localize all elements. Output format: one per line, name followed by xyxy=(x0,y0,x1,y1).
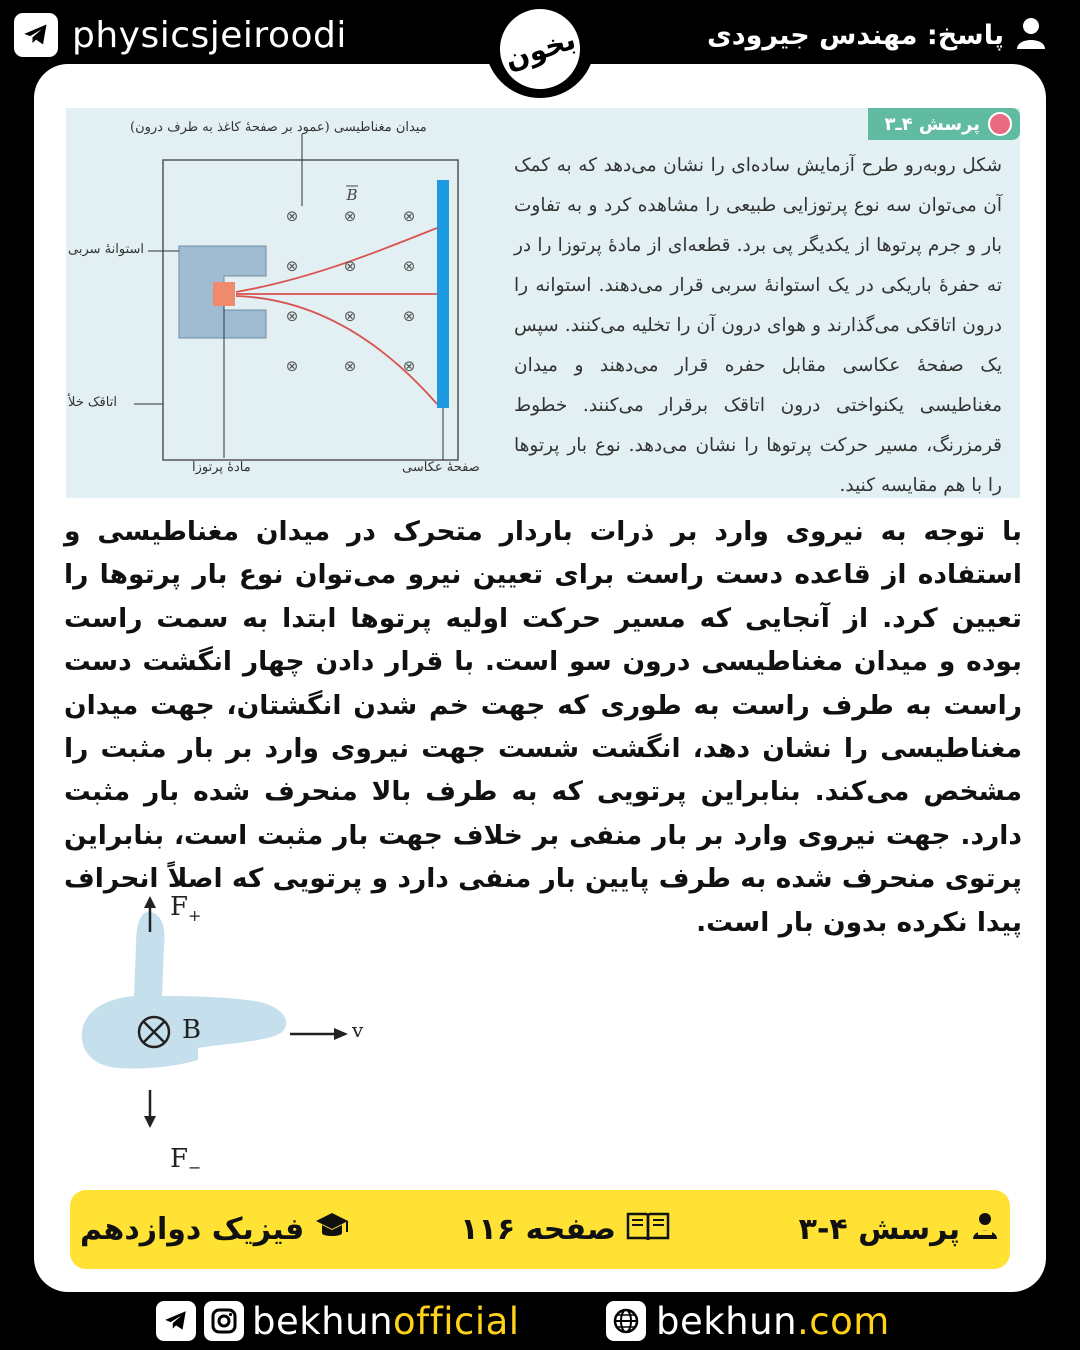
field-symbol: ⊗ xyxy=(343,257,357,275)
hand-shape xyxy=(82,912,286,1069)
field-symbol: ⊗ xyxy=(343,357,357,375)
handle-text: physicsjeiroodi xyxy=(72,14,347,56)
info-bar xyxy=(70,1190,1010,1269)
content-card xyxy=(34,64,1046,1292)
field-label: میدان مغناطیسی (عمود بر صفحهٔ کاغذ به طرف درون) xyxy=(130,120,427,135)
logo-text: بخون xyxy=(490,0,591,99)
telegram-icon xyxy=(156,1301,196,1341)
source-label: مادهٔ پرتوزا xyxy=(192,460,251,475)
page-number: صفحه ۱۱۶ xyxy=(460,1190,670,1269)
social-handle[interactable] xyxy=(156,1296,520,1346)
field-symbol: ⊗ xyxy=(402,307,416,325)
experiment-figure xyxy=(66,108,526,498)
badge-dot-icon xyxy=(988,112,1012,136)
answer-by xyxy=(707,14,1046,56)
instagram-icon xyxy=(204,1301,244,1341)
book-icon xyxy=(626,1210,670,1250)
answer-text: با توجه به نیروی وارد بر ذرات باردار متحرک در میدان مغناطیسی و استفاده از قاعده دست راست برای تعیین نیرو می‌توان نوع بار پرتوها را تعیین کرد. از آنجایی که مسیر حرکت اولیه پرتوها ابتدا به سمت راست بوده و میدان مغناطیسی درون سو است. با قرار دادن چهار انگشت دست راست به طرف راست به طوری که جهت خم شدن انگشتان، جهت میدان مغناطیسی را نشان دهد، انگشت شست جهت نیروی وارد بر بار مثبت را مشخص می‌کند. بنابراین پرتویی که به طرف بالا منحرف شده بار مثبت دارد. جهت نیروی وارد بر بار منفی بر خلاف جهت بار مثبت است، بنابراین پرتوی منحرف شده به طرف پایین بار منفی دارد و پرتویی که اصلاً انحراف پیدا نکرده بدون بار است. xyxy=(64,516,1022,938)
chamber-label: اتاقک خلأ xyxy=(68,395,117,410)
radioactive-source xyxy=(213,282,235,306)
website-text: bekhun.com xyxy=(656,1299,890,1343)
website-link[interactable] xyxy=(606,1296,890,1346)
photographic-plate xyxy=(437,180,449,408)
field-symbol: ⊗ xyxy=(343,207,357,225)
field-symbol: ⊗ xyxy=(285,357,299,375)
question-number: پرسش ۴-۳ xyxy=(799,1190,1000,1269)
v-label: v xyxy=(352,1018,364,1042)
field-symbol: ⊗ xyxy=(285,207,299,225)
b-label: B xyxy=(182,1015,202,1045)
field-symbol: ⊗ xyxy=(402,357,416,375)
social-text: bekhunofficial xyxy=(252,1299,520,1343)
answer-by-text: پاسخ: مهندس جیرودی xyxy=(707,19,1004,51)
book-title: فیزیک دوازدهم xyxy=(80,1190,350,1269)
telegram-handle[interactable] xyxy=(14,12,347,58)
question-label: پرسش ۴ـ۳ xyxy=(884,113,980,135)
question-text: شکل روبه‌رو طرح آزمایش ساده‌ای را نشان می‌دهد که به کمک آن می‌توان سه نوع پرتوزایی طبیعی را مشاهده کرد و به تفاوت بار و جرم پرتوها از یکدیگر پی برد. قطعه‌ای از مادهٔ پرتوزا را در ته حفرهٔ باریکی در یک استوانهٔ سربی قرار می‌دهند. استوانه را درون اتاقکی می‌گذارند و هوای درون آن را تخلیه می‌کنند. سپس یک صفحهٔ عکاسی مقابل حفره قرار می‌دهند و میدان مغناطیسی یکنواختی درون اتاقک برقرار می‌کنند. خطوط قرمزرنگ، مسیر حرکت پرتوها را نشان می‌دهد. نوع بار پرتوها را با هم مقایسه کنید. xyxy=(514,155,1002,496)
globe-icon xyxy=(606,1301,646,1341)
field-symbol: ⊗ xyxy=(402,257,416,275)
field-symbol: ⊗ xyxy=(285,307,299,325)
plate-label: صفحهٔ عکاسی xyxy=(402,460,480,475)
b-vector-label: B xyxy=(346,186,358,204)
right-hand-rule-diagram xyxy=(58,892,398,1182)
textbook-excerpt xyxy=(66,108,1020,498)
user-icon xyxy=(1016,17,1046,53)
graduation-cap-icon xyxy=(314,1210,350,1250)
field-symbol: ⊗ xyxy=(402,207,416,225)
f-minus-label: $F_-$ xyxy=(170,1144,202,1178)
footer xyxy=(0,1292,1080,1350)
question-badge xyxy=(868,108,1020,140)
field-symbol: ⊗ xyxy=(343,307,357,325)
cylinder-label: استوانهٔ سربی xyxy=(68,242,144,257)
f-plus-label: $F_+$ xyxy=(170,892,202,926)
field-symbol: ⊗ xyxy=(285,257,299,275)
telegram-icon xyxy=(14,13,58,57)
teacher-icon xyxy=(970,1211,1000,1249)
